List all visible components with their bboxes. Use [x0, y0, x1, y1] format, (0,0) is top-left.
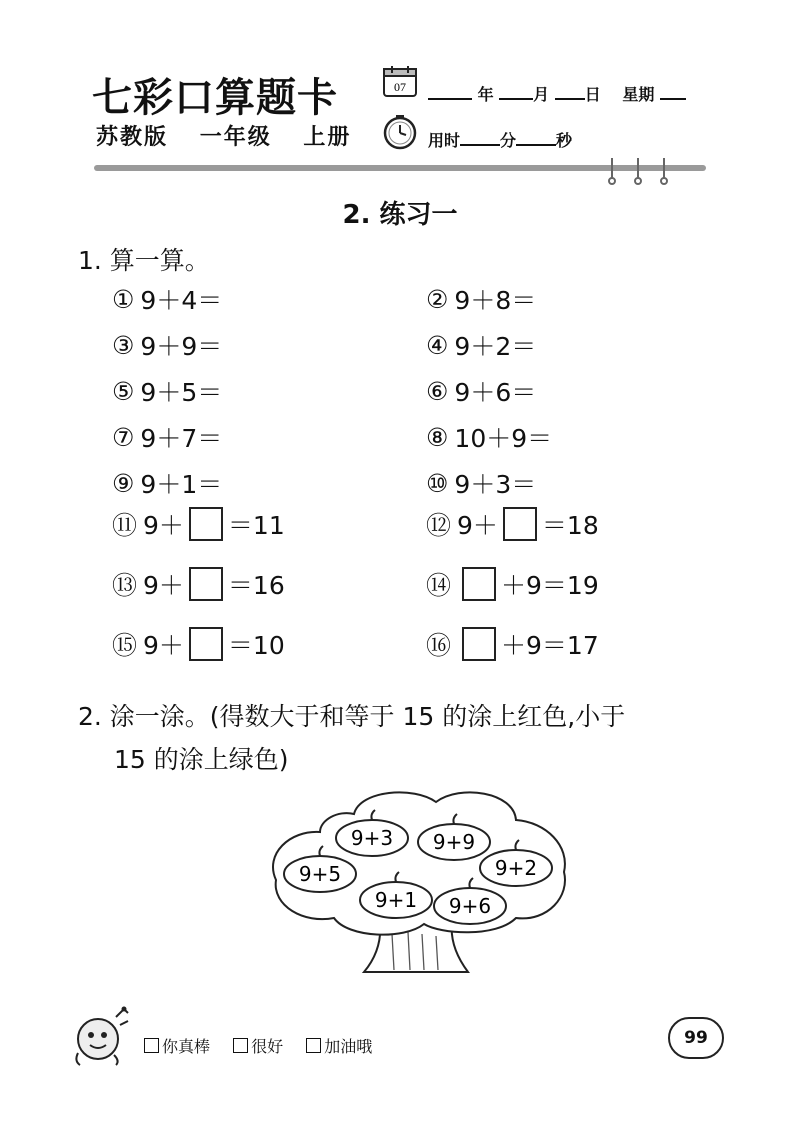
answer-box[interactable] [189, 627, 223, 661]
answer-box[interactable] [503, 507, 537, 541]
problem-right-1 [426, 281, 536, 317]
problem-left-8 [112, 626, 285, 662]
edition-line [96, 120, 373, 151]
problem-text: 9＋2＝ [454, 332, 537, 361]
checkbox-icon[interactable] [233, 1038, 248, 1053]
problem-number: ⑪ [112, 511, 138, 540]
self-rating [144, 1034, 390, 1057]
problem-right-7 [426, 566, 599, 602]
month-blank[interactable] [499, 84, 533, 100]
problem-text: 9＋8＝ [454, 286, 537, 315]
problem-text: 10＋9＝ [454, 424, 553, 453]
problem-text: ＋9＝19 [501, 571, 599, 600]
apple-label: 9+6 [448, 894, 492, 918]
problem-text: 9＋ [143, 631, 184, 660]
edition-grade: 一年级 [199, 125, 272, 150]
problem-number: ⑯ [426, 631, 452, 660]
apple-label: 9+2 [494, 856, 538, 880]
edition-publisher: 苏教版 [96, 125, 169, 150]
problem-text: 9＋6＝ [454, 378, 537, 407]
date-line [428, 82, 686, 105]
problem-left-1 [112, 281, 222, 317]
problem-number: ⑤ [112, 376, 135, 406]
problem-left-2 [112, 327, 222, 363]
problem-number: ⑨ [112, 468, 135, 498]
problem-right-4 [426, 419, 552, 455]
problem-right-2 [426, 327, 536, 363]
problem-left-5 [112, 465, 222, 501]
problem-text: 9＋3＝ [454, 470, 537, 499]
apple-label: 9+5 [298, 862, 342, 886]
answer-box[interactable] [189, 567, 223, 601]
problem-number: ⑭ [426, 571, 452, 600]
rating-good-label: 很好 [251, 1037, 284, 1056]
problem-text: ＝18 [541, 511, 599, 540]
problem-right-5 [426, 465, 536, 501]
problem-number: ⑫ [426, 511, 452, 540]
day-blank[interactable] [555, 84, 585, 100]
problem-right-8 [426, 626, 599, 662]
lesson-title: 2. 练习一 [342, 200, 458, 230]
problem-right-3 [426, 373, 536, 409]
problem-text: 9＋7＝ [140, 424, 223, 453]
minutes-label: 分 [500, 131, 517, 150]
seconds-label: 秒 [556, 131, 573, 150]
rating-great-label: 你真棒 [162, 1037, 211, 1056]
problem-number: ⑩ [426, 468, 449, 498]
rating-keep-going-label: 加油哦 [324, 1037, 373, 1056]
checkbox-icon[interactable] [306, 1038, 321, 1053]
day-label: 日 [584, 85, 601, 104]
problem-number: ⑧ [426, 422, 449, 452]
problem-number: ③ [112, 330, 135, 360]
answer-box[interactable] [189, 507, 223, 541]
problem-number: ⑥ [426, 376, 449, 406]
problem-text: ＝10 [227, 631, 285, 660]
problem-text: 9＋ [457, 511, 498, 540]
weekday-label: 星期 [622, 85, 655, 104]
year-blank[interactable] [428, 84, 472, 100]
rating-good[interactable] [233, 1037, 283, 1056]
calendar-icon [382, 64, 418, 98]
problem-number: ① [112, 284, 135, 314]
time-used-label: 用时 [428, 131, 461, 150]
checkbox-icon[interactable] [144, 1038, 159, 1053]
problem-text: 9＋9＝ [140, 332, 223, 361]
section1-title: 1. 算一算。 [78, 246, 210, 275]
problem-right-6 [426, 506, 599, 542]
mascot-icon [68, 1003, 134, 1069]
year-label: 年 [477, 85, 494, 104]
clock-icon [382, 114, 418, 150]
apple-label: 9+9 [432, 830, 476, 854]
rating-keep-going[interactable] [306, 1037, 372, 1056]
problem-text: 9＋1＝ [140, 470, 223, 499]
problem-number: ⑬ [112, 571, 138, 600]
problem-number: ④ [426, 330, 449, 360]
weekday-blank[interactable] [660, 84, 686, 100]
problem-left-7 [112, 566, 285, 602]
edition-volume: 上册 [303, 125, 352, 150]
time-line [428, 128, 572, 151]
rating-great[interactable] [144, 1037, 210, 1056]
problem-text: 9＋ [143, 511, 184, 540]
problem-text: 9＋5＝ [140, 378, 223, 407]
section2-instruction-line2: 15 的涂上绿色) [114, 745, 289, 774]
problem-text: ＋9＝17 [501, 631, 599, 660]
binder-rings-icon [604, 156, 676, 186]
section2-instruction-line1: 2. 涂一涂。(得数大于和等于 15 的涂上红色,小于 [78, 702, 626, 731]
calendar-day: 07 [394, 80, 406, 94]
problem-left-6 [112, 506, 285, 542]
problem-number: ⑦ [112, 422, 135, 452]
apple-label: 9+1 [374, 888, 418, 912]
problem-text: 9＋4＝ [140, 286, 223, 315]
problem-text: ＝11 [227, 511, 285, 540]
month-label: 月 [533, 85, 550, 104]
answer-box[interactable] [462, 627, 496, 661]
apple-label: 9+3 [350, 826, 394, 850]
page-number: 99 [668, 1017, 724, 1059]
problem-number: ② [426, 284, 449, 314]
problem-text: ＝16 [227, 571, 285, 600]
brand-title: 七彩口算题卡 [92, 74, 338, 121]
minutes-blank[interactable] [460, 130, 500, 146]
seconds-blank[interactable] [516, 130, 556, 146]
problem-left-3 [112, 373, 222, 409]
problem-number: ⑮ [112, 631, 138, 660]
answer-box[interactable] [462, 567, 496, 601]
apple-tree-figure [264, 784, 584, 974]
problem-text: 9＋ [143, 571, 184, 600]
problem-left-4 [112, 419, 222, 455]
